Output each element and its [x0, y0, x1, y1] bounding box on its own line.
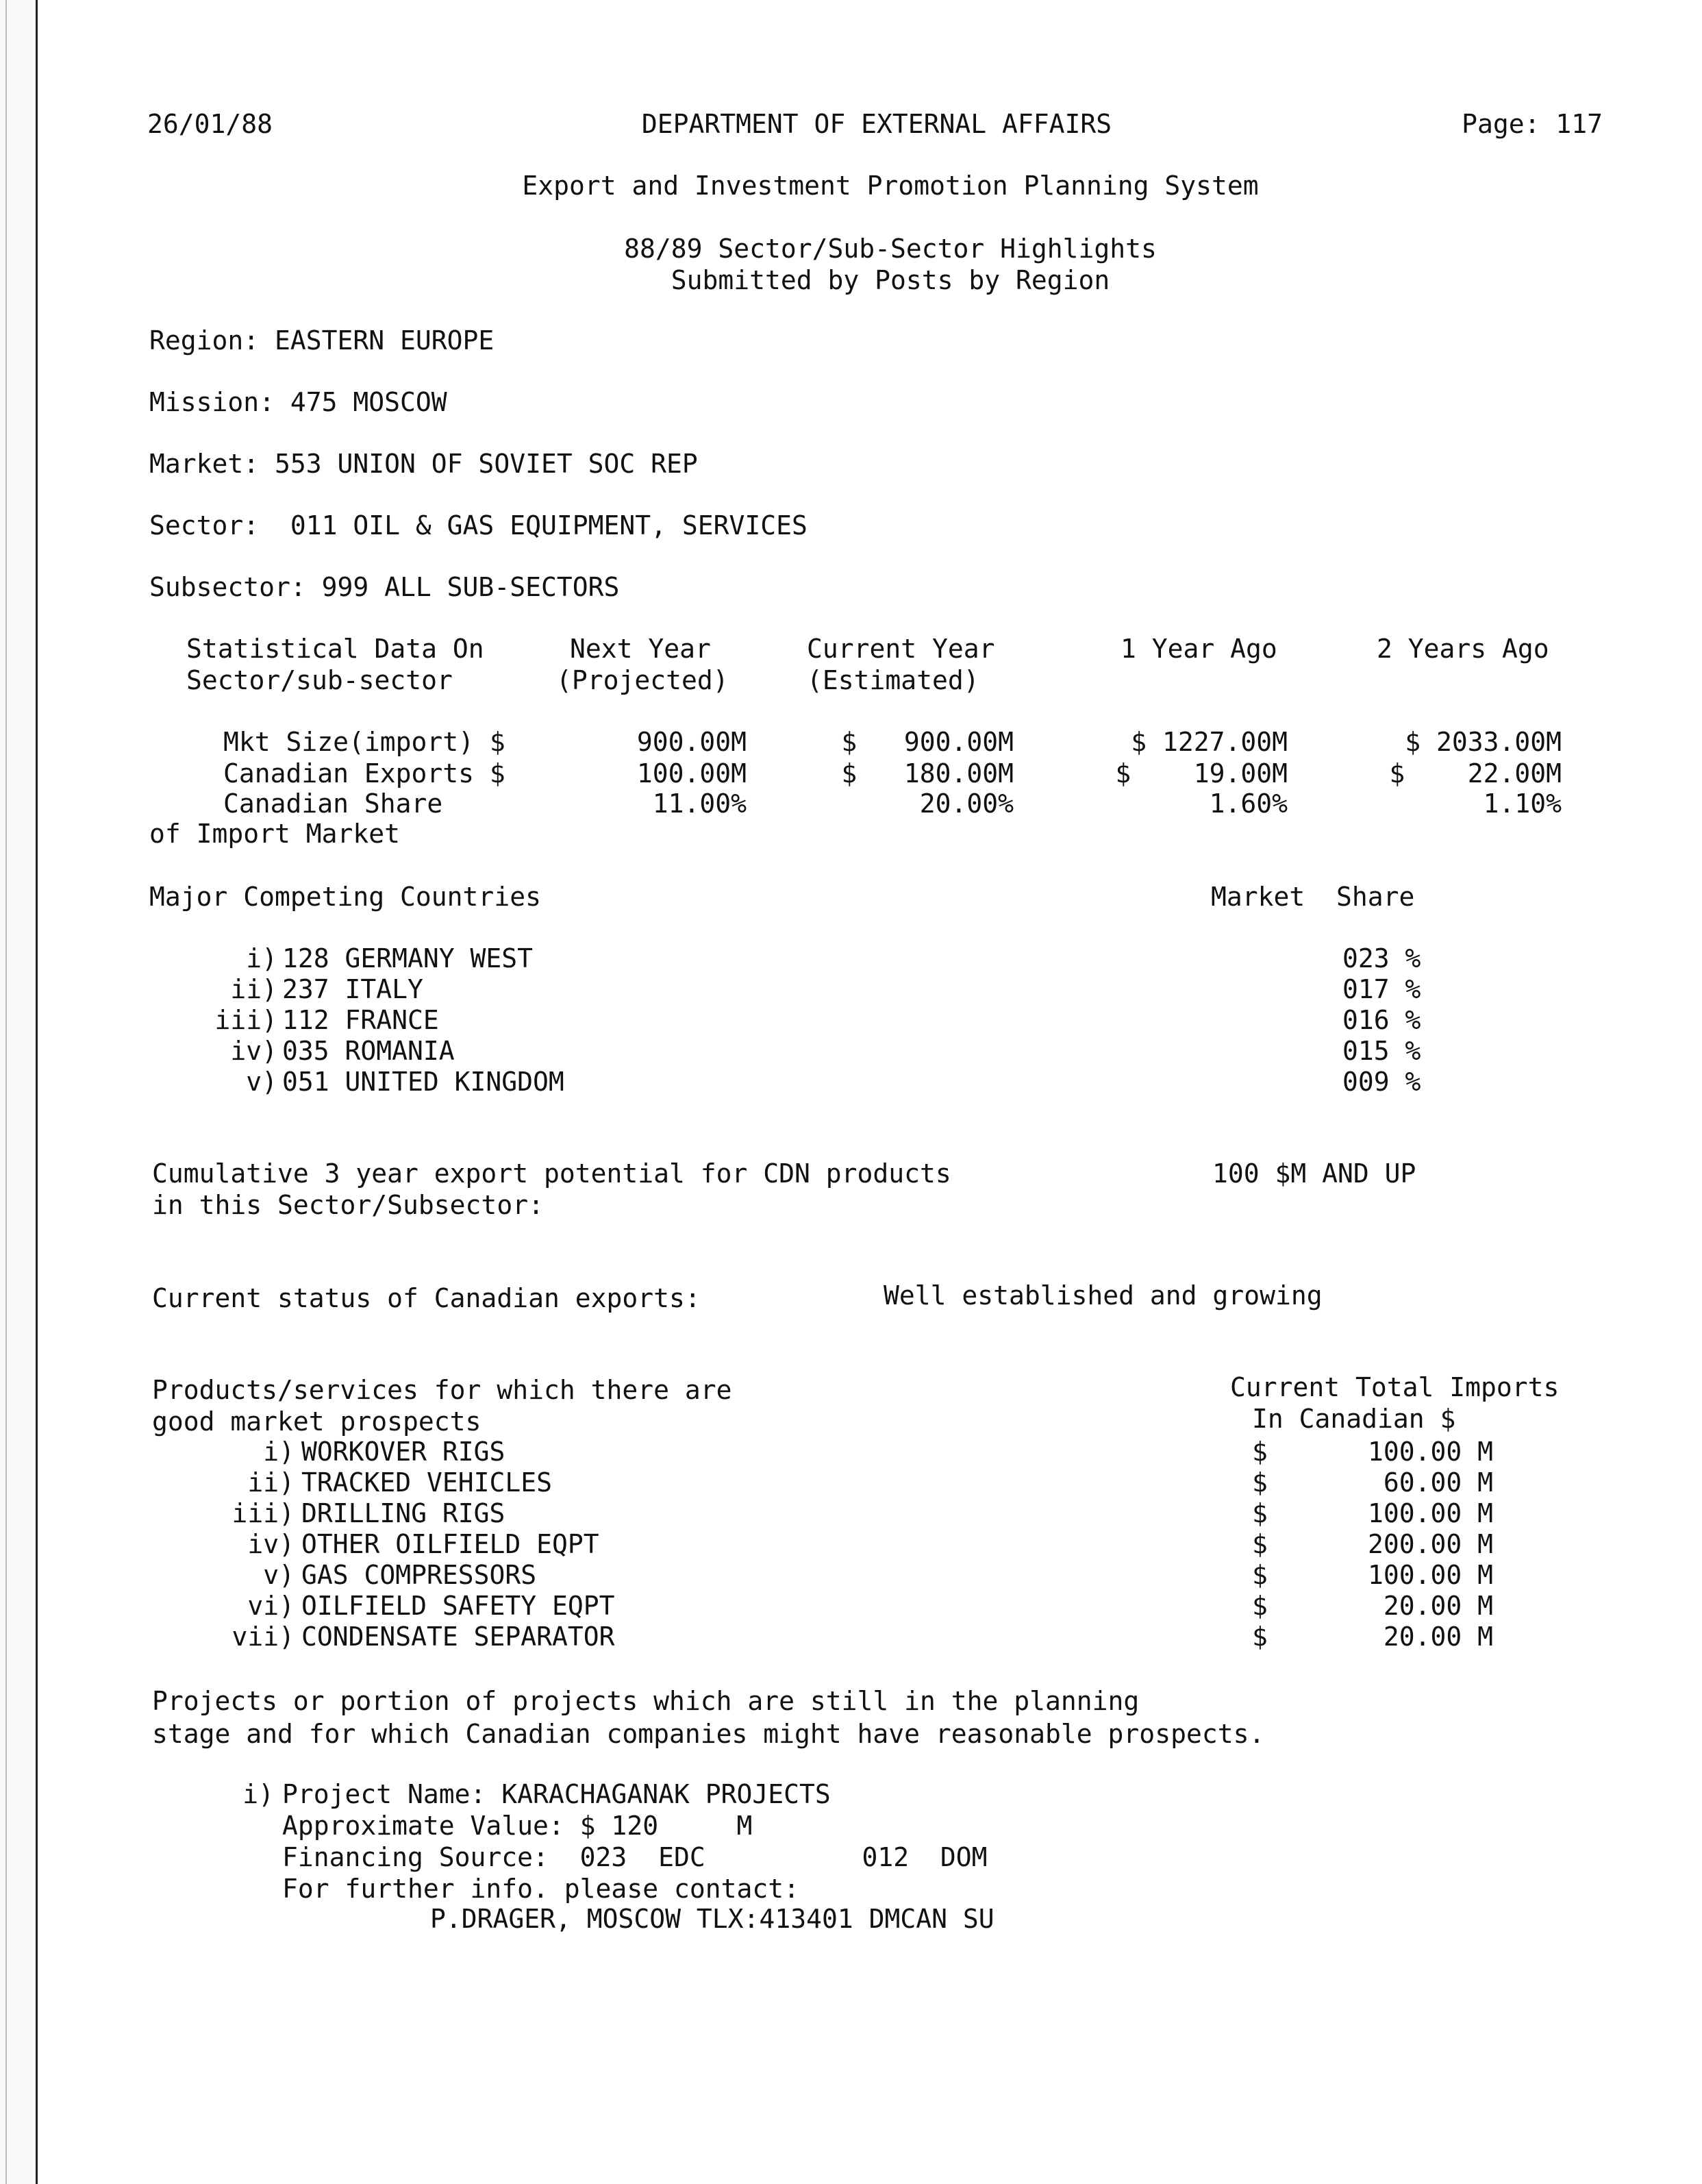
competitor-name: 112 FRANCE — [282, 1005, 439, 1035]
department-title: DEPARTMENT OF EXTERNAL AFFAIRS — [641, 109, 1112, 139]
stat-curr: 20.00% — [919, 789, 1014, 819]
product-name: DRILLING RIGS — [301, 1498, 505, 1528]
stat-row-label: Mkt Size(import) $ — [223, 727, 505, 757]
stat-ago2: $ 22.00M — [1389, 758, 1562, 789]
page-number: Page: 117 — [1462, 109, 1603, 139]
product-currency: $ — [1252, 1437, 1268, 1467]
product-currency: $ — [1252, 1529, 1268, 1559]
report-date: 26/01/88 — [147, 109, 273, 139]
products-heading-2: good market prospects — [152, 1406, 481, 1437]
projects-intro: Projects or portion of projects which are still in the planning — [152, 1686, 1140, 1716]
product-amount: 100.00 M — [1367, 1560, 1493, 1590]
stat-next: 900.00M — [636, 727, 747, 757]
status-value: Well established and growing — [884, 1280, 1323, 1311]
product-currency: $ — [1252, 1622, 1268, 1652]
stat-curr: $ 180.00M — [841, 758, 1014, 789]
stat-ago2: $ 2033.00M — [1405, 727, 1562, 757]
projects-intro-2: stage and for which Canadian companies might have reasonable prospects. — [152, 1719, 1265, 1749]
current-year-subheader: (Estimated) — [807, 665, 979, 695]
competitor-share: 017 % — [1342, 974, 1421, 1004]
competitor-num: i) — [246, 943, 277, 973]
competitors-heading: Major Competing Countries — [149, 882, 541, 912]
project-contact-label: For further info. please contact: — [282, 1874, 799, 1904]
imports-subheading: In Canadian $ — [1252, 1404, 1456, 1434]
market-share-heading: Market Share — [1211, 882, 1415, 912]
product-amount: 100.00 M — [1367, 1498, 1493, 1528]
competitor-share: 015 % — [1342, 1036, 1421, 1066]
product-num: i) — [263, 1437, 295, 1467]
products-heading: Products/services for which there are — [152, 1375, 732, 1405]
product-currency: $ — [1252, 1467, 1268, 1498]
product-num: iv) — [247, 1529, 295, 1559]
product-currency: $ — [1252, 1498, 1268, 1528]
product-amount: 200.00 M — [1367, 1529, 1493, 1559]
stat-ago1: 1.60% — [1209, 789, 1288, 819]
product-num: iii) — [231, 1498, 295, 1528]
potential-value: 100 $M AND UP — [1212, 1158, 1416, 1189]
product-name: WORKOVER RIGS — [301, 1437, 505, 1467]
competitor-name: 035 ROMANIA — [282, 1036, 455, 1066]
product-name: CONDENSATE SEPARATOR — [301, 1622, 615, 1652]
product-currency: $ — [1252, 1560, 1268, 1590]
imports-heading: Current Total Imports — [1230, 1372, 1560, 1402]
competitor-num: ii) — [230, 974, 277, 1004]
project-contact: P.DRAGER, MOSCOW TLX:413401 DMCAN SU — [430, 1904, 994, 1934]
stat-ago2: 1.10% — [1483, 789, 1562, 819]
next-year-header: Next Year — [570, 634, 711, 664]
product-name: OILFIELD SAFETY EQPT — [301, 1591, 615, 1621]
product-currency: $ — [1252, 1591, 1268, 1621]
project-financing: Financing Source: 023 EDC 012 DOM — [282, 1842, 988, 1872]
product-amount: 100.00 M — [1367, 1437, 1493, 1467]
product-name: TRACKED VEHICLES — [301, 1467, 553, 1498]
competitor-num: iii) — [214, 1005, 277, 1035]
project-num: i) — [242, 1779, 274, 1809]
sector-field: Sector: 011 OIL & GAS EQUIPMENT, SERVICES — [149, 510, 808, 541]
system-title: Export and Investment Promotion Planning System — [522, 171, 1259, 201]
competitor-name: 237 ITALY — [282, 974, 423, 1004]
market-field: Market: 553 UNION OF SOVIET SOC REP — [149, 449, 698, 479]
report-subtitle-2: Submitted by Posts by Region — [671, 265, 1110, 295]
stat-row-label: Canadian Exports $ — [223, 758, 505, 789]
stat-next: 100.00M — [636, 758, 747, 789]
stats-label-header-2: Sector/sub-sector — [186, 665, 453, 695]
potential-label: Cumulative 3 year export potential for CDN products — [152, 1158, 951, 1189]
next-year-subheader: (Projected) — [556, 665, 729, 695]
stat-ago1: $ 1227.00M — [1131, 727, 1288, 757]
stat-next: 11.00% — [652, 789, 747, 819]
competitor-share: 009 % — [1342, 1067, 1421, 1097]
stat-ago1: $ 19.00M — [1115, 758, 1288, 789]
potential-label-2: in this Sector/Subsector: — [152, 1190, 544, 1220]
stat-row-label: Canadian Share — [223, 789, 443, 819]
product-amount: 60.00 M — [1383, 1467, 1493, 1498]
product-num: v) — [263, 1560, 295, 1590]
status-label: Current status of Canadian exports: — [152, 1283, 701, 1313]
project-name: Project Name: KARACHAGANAK PROJECTS — [282, 1779, 831, 1809]
competitor-name: 051 UNITED KINGDOM — [282, 1067, 564, 1097]
current-year-header: Current Year — [807, 634, 995, 664]
competitor-num: v) — [246, 1067, 277, 1097]
stats-label-header: Statistical Data On — [186, 634, 484, 664]
competitor-share: 016 % — [1342, 1005, 1421, 1035]
competitor-share: 023 % — [1342, 943, 1421, 973]
product-num: ii) — [247, 1467, 295, 1498]
two-years-ago-header: 2 Years Ago — [1377, 634, 1549, 664]
project-value: Approximate Value: $ 120 M — [282, 1811, 753, 1841]
page-binding-edge — [0, 0, 38, 2184]
competitor-name: 128 GERMANY WEST — [282, 943, 534, 973]
report-subtitle: 88/89 Sector/Sub-Sector Highlights — [624, 234, 1157, 264]
mission-field: Mission: 475 MOSCOW — [149, 387, 447, 417]
region-field: Region: EASTERN EUROPE — [149, 325, 495, 356]
share-note: of Import Market — [149, 819, 401, 849]
product-num: vii) — [231, 1622, 295, 1652]
competitor-num: iv) — [230, 1036, 277, 1066]
product-num: vi) — [247, 1591, 295, 1621]
product-name: OTHER OILFIELD EQPT — [301, 1529, 599, 1559]
stat-curr: $ 900.00M — [841, 727, 1014, 757]
product-amount: 20.00 M — [1383, 1622, 1493, 1652]
product-name: GAS COMPRESSORS — [301, 1560, 537, 1590]
subsector-field: Subsector: 999 ALL SUB-SECTORS — [149, 572, 620, 602]
product-amount: 20.00 M — [1383, 1591, 1493, 1621]
one-year-ago-header: 1 Year Ago — [1121, 634, 1277, 664]
